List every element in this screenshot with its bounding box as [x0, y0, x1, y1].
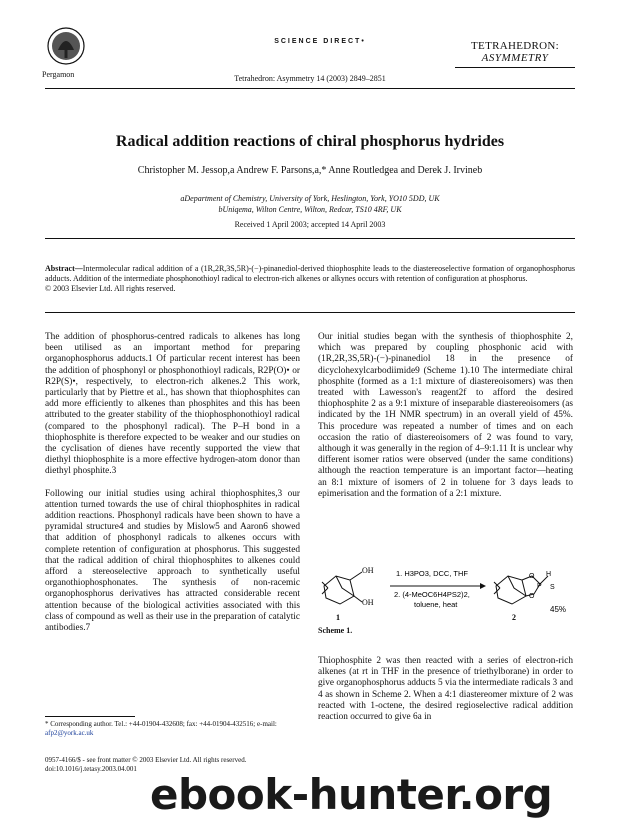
body-column-right — [318, 332, 573, 511]
reagent-conditions: toluene, heat — [414, 600, 458, 609]
journal-name-line1: TETRAHEDRON: — [471, 40, 559, 52]
compound-1-label: 1 — [336, 613, 340, 622]
oxygen-label-1: O — [529, 573, 535, 580]
phosphorus-label: P — [537, 583, 542, 590]
abstract-label: Abstract— — [45, 264, 83, 273]
hydroxyl-label-1: OH — [362, 566, 374, 575]
publisher-name: Pergamon — [42, 70, 75, 79]
scheme-caption: Scheme 1. — [318, 626, 353, 635]
abstract-divider-bottom — [45, 312, 575, 313]
footer-doi: doi:10.1016/j.tetasy.2003.04.001 — [45, 765, 137, 773]
yield-label: 45% — [550, 605, 567, 614]
received-dates: Received 1 April 2003; accepted 14 April 2003 — [234, 220, 386, 229]
elsevier-tree-logo — [46, 26, 86, 68]
abstract-copyright: © 2003 Elsevier Ltd. All rights reserved. — [45, 284, 176, 293]
affiliations — [0, 193, 620, 215]
thiophosphite-structure — [494, 576, 548, 604]
paragraph: Following our initial studies using achiral thiophosphites,3 our attention turned towards the use of chiral thiophosphites in radical addition reactions. Phosphonyl radicals have been shown to have a pyramidal structure4 and studies by Mislow5 and Aaron6 showed that addition of phosphonyl radicals to alkenes occurs with complete retention of configuration at phosphorus. This suggested that the radical addition of chiral thiophosphites to alkenes could afford a stereoselective approach to synthetically useful organothiophosphonates. The synthesis of non-racemic organophosphorus derivatives has attracted considerable recent attention because of the biological activities associated with this class of compound as well as their use in the preparation of catalytic antibodies.7 — [45, 488, 300, 634]
journal-name — [455, 40, 575, 64]
hydroxyl-label-2: OH — [362, 598, 374, 607]
abstract-text: Intermolecular radical addition of a (1R,2R,3S,5R)-(−)-pinanediol-derived thiophosphite leads to the diastereoselective formation of organophosphorus adducts. Addition of the intermediate phosphonothioyl radical to electron-rich alkenes or alkynes occurs with retention of configuration at phosphorus. — [45, 264, 575, 283]
hydrogen-label: H — [546, 571, 552, 578]
body-column-left — [45, 332, 300, 645]
affiliation-a: aDepartment of Chemistry, University of York, Heslington, York, YO10 5DD, UK — [180, 194, 440, 203]
journal-name-line2: ASYMMETRY — [481, 52, 549, 64]
article-title: Radical addition reactions of chiral phosphorus hydrides — [115, 133, 505, 150]
oxygen-label-2: O — [529, 593, 535, 600]
reaction-arrow-head — [480, 583, 486, 589]
reagent-step-1: 1. H3PO3, DCC, THF — [396, 569, 468, 578]
sciencedirect-logo: SCIENCE DIRECT• — [274, 38, 366, 45]
scheme-1-figure — [318, 556, 576, 626]
affiliation-b: bUniqema, Wilton Centre, Wilton, Redcar, TS10 4RF, UK — [218, 205, 402, 214]
sulfur-label: S — [550, 584, 555, 591]
email-link[interactable]: afp2@york.ac.uk — [45, 728, 94, 737]
footnote-rule — [45, 716, 135, 717]
paragraph: Thiophosphite 2 was then reacted with a series of electron-rich alkenes (at rt in THF in the presence of triethylborane) in order to give organophosphorus adducts 5 via the intermediate radicals 3 and 4 as shown in Scheme 2. When a 4:1 diastereomer mixture of 2 was reacted with 1-octene, the desired regioselective radical addition reaction occurred to give 6a in — [318, 656, 573, 723]
footnote-text: * Corresponding author. Tel.: +44-01904-432608; fax: +44-01904-432516; e-mail: — [45, 720, 277, 728]
journal-rule — [455, 67, 575, 68]
authors: Christopher M. Jessop,a Andrew F. Parsons,a,* Anne Routledgea and Derek J. Irvineb — [137, 165, 483, 176]
abstract-divider-top — [45, 238, 575, 239]
paragraph: The addition of phosphorus-centred radicals to alkenes has long been utilised as an important method for preparing organophosphorus adducts.1 Of particular recent interest has been the addition of phosphonyl or phosphonothioyl radicals, R2P(O)• or R2P(S)•, respectively, to electron-rich alkenes.2 This work, particularly that by Piettre et al., has shown that thiophosphites can add more efficiently to alkenes than phosphites and this has been attributed to the greater stability of the thiophosphonothioyl radical (compared to the phosphonyl radical). The P–H bond in a thiophosphite is therefore expected to be weaker and our studies on the cyclisation of dienes have recently supported the view that diethyl thiophosphite is a more effective hydrogen-atom donor than diethyl phosphite.3 — [45, 332, 300, 477]
footer-copyright: 0957-4166/$ - see front matter © 2003 Elsevier Ltd. All rights reserved. — [45, 756, 247, 764]
footnote — [45, 720, 305, 737]
paragraph: Our initial studies began with the synthesis of thiophosphite 2, which was prepared by coupling phosphonic acid with (1R,2R,3S,5R)-(−)-pinanediol 18 in the presence of dicyclohexylcarbodiimide9 (Scheme 1).10 The intermediate chiral phosphite (formed as a 1:1 mixture of diastereoisomers) was then treated with Lawesson's reagent2f to afford the desired thiophosphite 2 as a 9:1 mixture of inseparable diastereoisomers (as indicated by the 1H NMR spectrum) in an overall yield of 45%. This procedure was repeated a number of times and on each occasion the ratio of diastereoisomers of 2 was found to vary, although it was generally in the region of 4–9:1.11 It is unclear why different isomer ratios were observed (under the same conditions) although the reaction temperature is an important factor—heating an 8:1 mixture of isomers of 2 in toluene for 3 days leads to epimerisation and the formation of a 2:1 mixture. — [318, 332, 573, 499]
header-divider — [45, 88, 575, 89]
pinanediol-structure — [322, 572, 362, 604]
compound-2-label: 2 — [512, 613, 516, 622]
citation: Tetrahedron: Asymmetry 14 (2003) 2849–2851 — [234, 74, 386, 83]
body-column-right-continued — [318, 656, 573, 734]
watermark: ebook-hunter.org — [150, 770, 553, 819]
abstract — [45, 264, 575, 294]
reagent-step-2: 2. (4-MeOC6H4PS2)2, — [394, 590, 470, 599]
